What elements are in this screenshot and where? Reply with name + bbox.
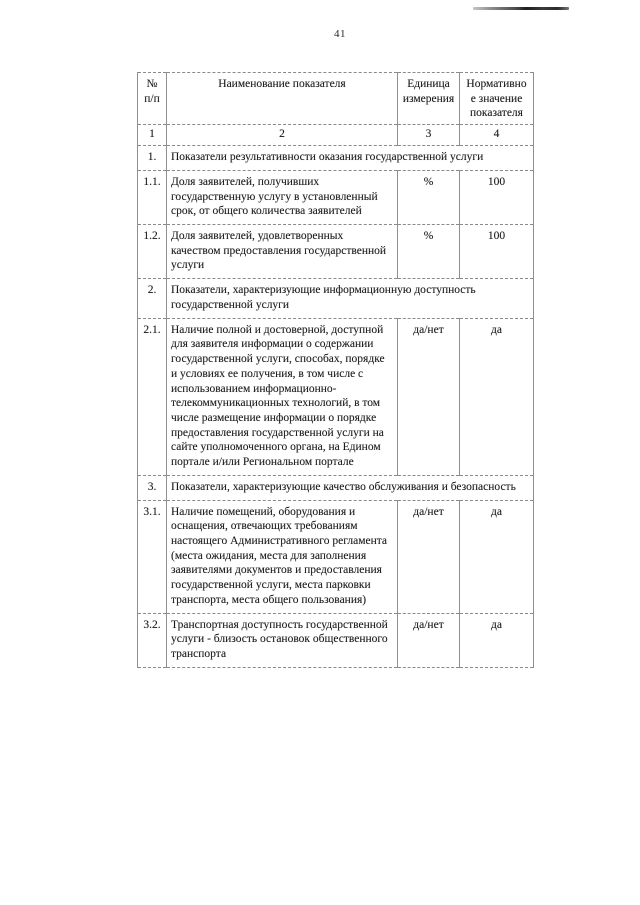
- measurement-unit: %: [398, 225, 460, 279]
- row-number: 1.: [138, 146, 167, 171]
- indicator-name: Доля заявителей, удовлетворенных качеством предоставления государственной услуги: [167, 225, 398, 279]
- row-number: 1.1.: [138, 170, 167, 224]
- row-number: 3.1.: [138, 500, 167, 613]
- measurement-unit: да/нет: [398, 318, 460, 475]
- table-row: [138, 170, 534, 224]
- column-index-2: 2: [167, 125, 398, 146]
- indicator-name: Транспортная доступность государственной услуги - близость остановок общественного транспорта: [167, 613, 398, 667]
- column-index-1: 1: [138, 125, 167, 146]
- column-index-row: [138, 125, 534, 146]
- row-number: 2.1.: [138, 318, 167, 475]
- header-num: № п/п: [138, 73, 167, 125]
- row-number: 1.2.: [138, 225, 167, 279]
- normative-value: да: [460, 500, 534, 613]
- page-number: 41: [334, 28, 346, 40]
- header-normative-value: Нормативное значение показателя: [460, 73, 534, 125]
- table-row: [138, 500, 534, 613]
- section-row: [138, 146, 534, 171]
- indicator-name: Наличие помещений, оборудования и оснащения, отвечающих требованиям настоящего Административного регламента (места ожидания, места для заполнения заявителями документов и предоставления государственной услуги, места парковки транспорта, места общего пользования): [167, 500, 398, 613]
- header-indicator-name: Наименование показателя: [167, 73, 398, 125]
- normative-value: да: [460, 318, 534, 475]
- table-row: [138, 613, 534, 667]
- column-index-3: 3: [398, 125, 460, 146]
- row-number: 2.: [138, 279, 167, 318]
- table-header-row: [138, 73, 534, 125]
- normative-value: да: [460, 613, 534, 667]
- row-number: 3.: [138, 475, 167, 500]
- table-row: [138, 225, 534, 279]
- measurement-unit: да/нет: [398, 500, 460, 613]
- measurement-unit: да/нет: [398, 613, 460, 667]
- normative-value: 100: [460, 225, 534, 279]
- indicator-name: Доля заявителей, получивших государственную услугу в установленный срок, от общего количества заявителей: [167, 170, 398, 224]
- section-title: Показатели, характеризующие качество обслуживания и безопасность: [167, 475, 534, 500]
- row-number: 3.2.: [138, 613, 167, 667]
- normative-value: 100: [460, 170, 534, 224]
- section-title: Показатели, характеризующие информационную доступность государственной услуги: [167, 279, 534, 318]
- section-title: Показатели результативности оказания государственной услуги: [167, 146, 534, 171]
- header-unit: Единица измерения: [398, 73, 460, 125]
- scan-artifact-line: [473, 7, 569, 10]
- section-row: [138, 475, 534, 500]
- indicator-name: Наличие полной и достоверной, доступной для заявителя информации о содержании государственной услуги, способах, порядке и условиях ее получения, в том числе с использованием информационно-телекоммуникационных технологий, в том числе размещение информации о порядке предоставления государственной услуги на сайте уполномоченного органа, на Едином портале и/или Региональном портале: [167, 318, 398, 475]
- table-row: [138, 318, 534, 475]
- column-index-4: 4: [460, 125, 534, 146]
- indicators-table: [137, 72, 534, 668]
- measurement-unit: %: [398, 170, 460, 224]
- table-body: [138, 146, 534, 668]
- section-row: [138, 279, 534, 318]
